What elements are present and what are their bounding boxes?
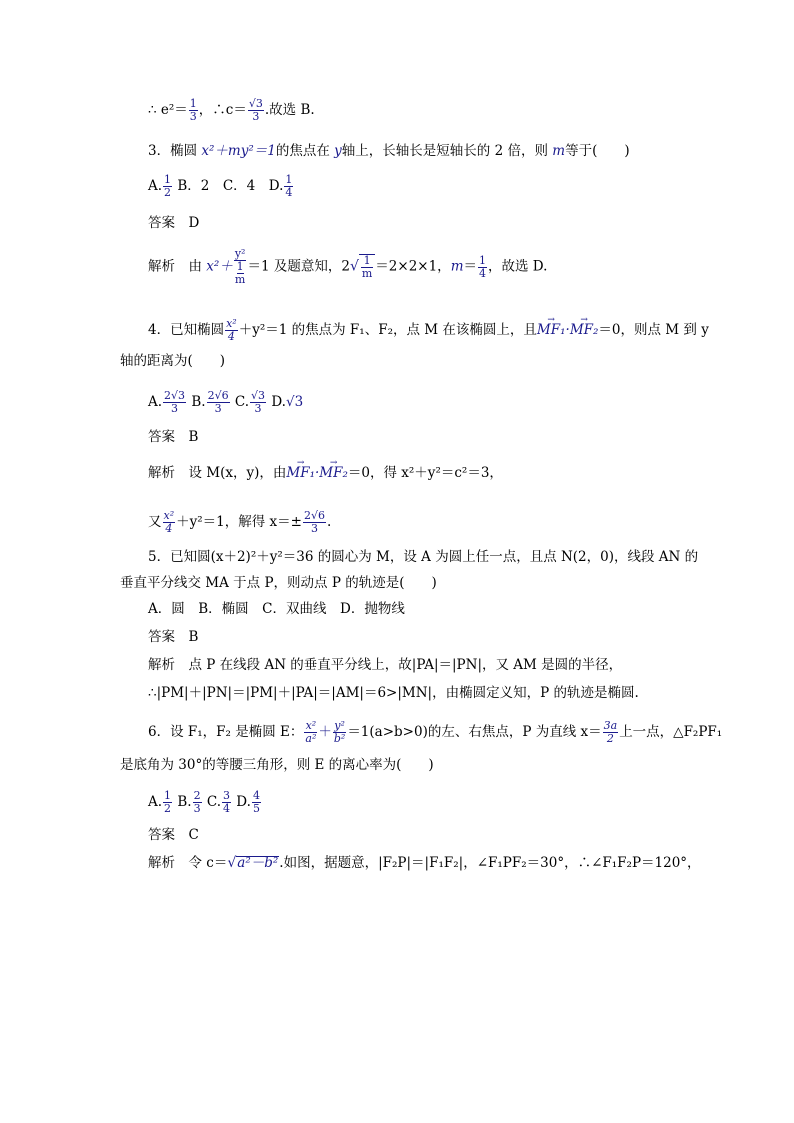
analysis-part: . — [327, 514, 332, 530]
conclusion-part: ，∴c＝ — [198, 102, 247, 118]
problem3-answer: 答案 D — [148, 215, 200, 231]
problem5-analysis: 解析 点 P 在线段 AN 的垂直平分线上，故|PA|＝|PN|，又 AM 是圆的半径， — [148, 657, 623, 673]
analysis-part: ＋y²＝1，解得 x＝± — [176, 514, 302, 530]
stem-part: 6．设 F₁，F₂ 是椭圆 E： — [148, 724, 304, 740]
analysis-label: 解析 由 — [148, 258, 207, 275]
option-label: B. — [177, 794, 192, 810]
problem6-answer: 答案 C — [148, 827, 199, 843]
analysis-part: ＝2×2×1， — [375, 258, 451, 275]
stem-part: 轴上，长轴长是短轴长的 2 倍，则 — [341, 143, 553, 159]
fraction: $\frac{√3}{3}$ — [251, 389, 266, 415]
stem-part: 3．椭圆 — [148, 143, 202, 159]
stem-part: 上一点，△F₂PF₁ — [619, 724, 723, 740]
fraction: $\frac{3a}{2}$ — [603, 719, 618, 745]
problem3-stem — [148, 142, 630, 160]
problem4-stem: 4．已知椭圆 $\frac{\text{x²}}{4}$ ＋y²＝1 的焦点为 F₁、F₂，点 M 在该椭圆上，且→ MF₁·→ MF₂＝0，则点 M 到 y — [148, 318, 709, 343]
analysis-part: ＝1 及题意知，2 — [247, 258, 350, 275]
analysis-part: ＝0，得 x²＋y²＝c²＝3， — [347, 465, 503, 481]
option-label: D. — [236, 794, 251, 810]
problem6-stem-line2: 是底角为 30°的等腰三角形，则 E 的离心率为( ) — [120, 757, 434, 773]
problem2-conclusion — [148, 98, 315, 123]
fraction: $\frac{\text{x²}}{4}$ — [163, 509, 175, 535]
fraction: $\frac{2}{3}$ — [193, 789, 201, 815]
option-label: C. — [234, 394, 250, 410]
problem3-analysis: 解析 由 x²＋ y² 1 m ＝1 及题意知，2√ $\frac{1}{m}$ ＝2×2×1，m＝ $\frac{1}{4}$ ，故选 D. — [148, 247, 548, 286]
fraction: $\frac{\text{x²}}{4}$ — [226, 317, 237, 343]
stem-part: 的焦点在 — [275, 143, 335, 159]
variable: m — [552, 143, 566, 159]
stem-part: 4．已知椭圆 — [148, 322, 225, 338]
option-label: C. — [206, 794, 221, 810]
option-label: A. — [148, 178, 163, 194]
fraction: $\frac{1}{2}$ — [164, 789, 172, 815]
fraction: $\frac{\text{y²}}{\text{b²}}$ — [333, 719, 346, 745]
problem6-options — [148, 790, 262, 815]
problem6-stem: 6．设 F₁，F₂ 是椭圆 E： $\frac{\text{x²}}{\text{a²}}$ ＋ $\frac{\text{y²}}{\text{b²}}$ ＝1(a>b>0)的左、右焦点，P 为直线 x＝ $\frac{3a}{2}$ 上一点，△F₂PF₁ — [148, 719, 723, 745]
fraction: $\frac{1}{4}$ — [285, 173, 293, 199]
fraction: $\frac{\text{x²}}{\text{a²}}$ — [305, 719, 317, 745]
fraction: $\frac{1}{4}$ — [479, 253, 486, 280]
stem-part: ＝0，则点 M 到 y — [598, 322, 709, 338]
variable: y — [334, 143, 342, 159]
stem-part: 等于( ) — [565, 143, 630, 159]
fraction: $\frac{√3}{3}$ — [248, 97, 263, 123]
problem6-analysis: 解析 令 c＝√a²－b².如图，据题意，|F₂P|＝|F₁F₂|，∠F₁PF₂＝30°，∴∠F₁F₂P＝120°， — [148, 855, 701, 871]
problem4-options: A. $\frac{2√3}{3}$ B. $\frac{2√6}{3}$ C. $\frac{√3}{3}$ D.√3 — [148, 389, 304, 415]
problem4-analysis: 解析 设 M(x，y)，由→ MF₁·→ MF₂＝0，得 x²＋y²＝c²＝3， — [148, 464, 503, 482]
option-label: D. — [271, 394, 286, 410]
fraction: $\frac{2√6}{3}$ — [207, 389, 229, 415]
option-label: A. — [148, 794, 163, 810]
option-label: B．2 C．4 D. — [177, 178, 284, 194]
option-label: B. — [191, 394, 206, 410]
problem5-options: A．圆 B．椭圆 C．双曲线 D．抛物线 — [148, 601, 405, 617]
fraction: y² 1 m — [234, 247, 246, 286]
problem5-stem-line2: 垂直平分线交 MA 于点 P，则动点 P 的轨迹是( ) — [120, 575, 437, 591]
fraction: $\frac{1}{2}$ — [164, 173, 172, 199]
conclusion-part: .故选 B. — [264, 102, 315, 118]
fraction: $\frac{3}{4}$ — [223, 789, 230, 815]
problem5-answer: 答案 B — [148, 629, 199, 645]
stem-part: ＋y²＝1 的焦点为 F₁、F₂，点 M 在该椭圆上，且 — [238, 322, 537, 338]
problem4-answer: 答案 B — [148, 429, 199, 445]
problem5-stem: 5．已知圆(x＋2)²＋y²＝36 的圆心为 M，设 A 为圆上任一点，且点 N(2，0)，线段 AN 的 — [148, 549, 699, 565]
analysis-part: 解析 设 M(x，y)，由 — [148, 465, 287, 481]
fraction: $\frac{2√6}{3}$ — [303, 509, 325, 535]
option-label: A. — [148, 394, 163, 410]
equation: x²＋my²＝1 — [201, 143, 276, 159]
conclusion-part: ∴ e²＝ — [148, 102, 188, 118]
analysis-part: .如图，据题意，|F₂P|＝|F₁F₂|，∠F₁PF₂＝30°，∴∠F₁F₂P＝120°， — [279, 855, 701, 871]
analysis-part: 又 — [148, 514, 162, 530]
stem-part: ＝1(a>b>0)的左、右焦点，P 为直线 x＝ — [347, 724, 602, 740]
fraction: $\frac{2√3}{3}$ — [164, 389, 186, 415]
sqrt-expression: a²－b² — [237, 855, 279, 871]
analysis-part: ，故选 D. — [488, 258, 548, 275]
problem3-options — [148, 174, 294, 199]
analysis-part: 解析 令 c＝ — [148, 855, 228, 871]
fraction: $\frac{4}{5}$ — [252, 789, 260, 815]
problem4-stem-line2: 轴的距离为( ) — [120, 353, 226, 369]
problem4-analysis-line2 — [148, 510, 331, 535]
fraction: $\frac{1}{3}$ — [189, 97, 197, 123]
problem5-analysis-line2: ∴|PM|＋|PN|＝|PM|＋|PA|＝|AM|＝6>|MN|，由椭圆定义知，P 的轨迹是椭圆. — [148, 685, 639, 701]
